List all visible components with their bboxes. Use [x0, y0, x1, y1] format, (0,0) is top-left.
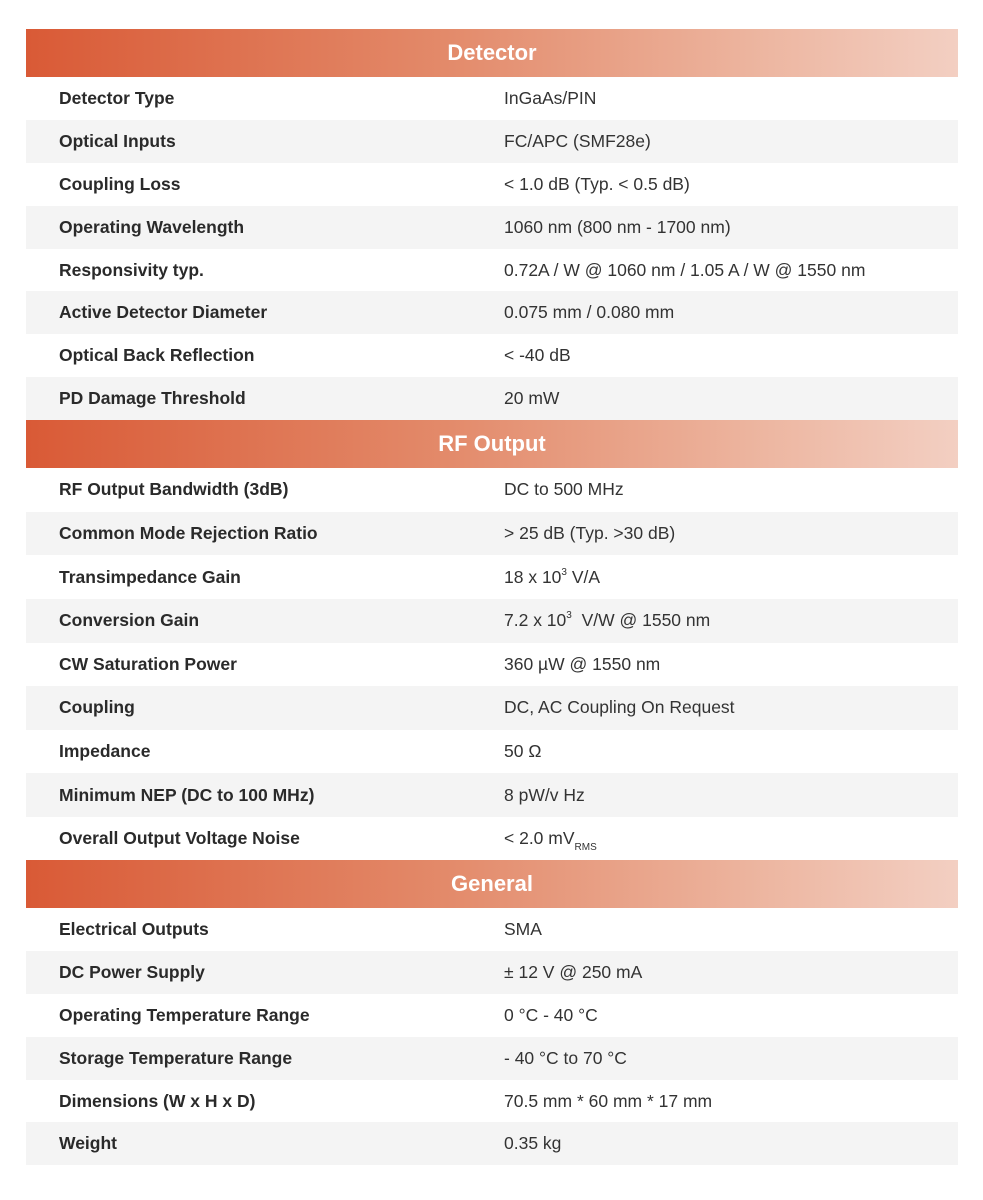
- value-subscript: RMS: [574, 842, 597, 854]
- spec-value: 0 °C - 40 °C: [504, 1004, 598, 1025]
- value-base: 18 x 10: [504, 566, 562, 587]
- spec-value: 0.72A / W @ 1060 nm / 1.05 A / W @ 1550 nm: [504, 259, 866, 280]
- spec-row: [26, 291, 958, 334]
- spec-row: [26, 163, 958, 206]
- spec-value: ± 12 V @ 250 mA: [504, 962, 643, 983]
- spec-label: Optical Back Reflection: [59, 345, 255, 366]
- spec-row: [26, 468, 958, 512]
- spec-value: < -40 dB: [504, 345, 571, 366]
- spec-row: [26, 512, 958, 556]
- section-header-rf-output: RF Output: [26, 420, 958, 468]
- spec-value: 70.5 mm * 60 mm * 17 mm: [504, 1090, 713, 1111]
- spec-label: DC Power Supply: [59, 962, 205, 983]
- spec-label: Optical Inputs: [59, 130, 176, 151]
- spec-label: Detector Type: [59, 87, 175, 108]
- spec-value: 0.075 mm / 0.080 mm: [504, 302, 675, 323]
- spec-row: [26, 377, 958, 420]
- spec-value: - 40 °C to 70 °C: [504, 1047, 627, 1068]
- spec-value: 0.35 kg: [504, 1133, 562, 1154]
- spec-value: 20 mW: [504, 388, 560, 409]
- spec-row: [26, 599, 958, 643]
- spec-label: Responsivity typ.: [59, 259, 204, 280]
- spec-row: [26, 1122, 958, 1165]
- spec-value: > 25 dB (Typ. >30 dB): [504, 523, 676, 544]
- spec-value: 360 µW @ 1550 nm: [504, 653, 661, 674]
- spec-label: Dimensions (W x H x D): [59, 1090, 256, 1111]
- section-detector: [26, 29, 958, 420]
- spec-label: Impedance: [59, 740, 151, 761]
- spec-row: [26, 686, 958, 730]
- spec-value: [471, 828, 958, 854]
- section-header-general: General: [26, 860, 958, 908]
- spec-value: [471, 567, 958, 588]
- spec-row: [26, 1037, 958, 1080]
- spec-row: [26, 206, 958, 249]
- spec-row: [26, 120, 958, 163]
- spec-label: Overall Output Voltage Noise: [59, 828, 300, 849]
- spec-table: [26, 29, 958, 1165]
- spec-label: Conversion Gain: [59, 610, 200, 631]
- value-exponent: 3: [566, 610, 572, 622]
- section-general: [26, 860, 958, 1165]
- spec-row: [26, 555, 958, 599]
- spec-value: FC/APC (SMF28e): [504, 130, 651, 151]
- spec-row: [26, 643, 958, 687]
- section-header-detector: Detector: [26, 29, 958, 77]
- value-base: < 2.0 mV: [504, 828, 575, 849]
- spec-label: Storage Temperature Range: [59, 1047, 293, 1068]
- spec-value: DC to 500 MHz: [504, 479, 624, 500]
- spec-row: [26, 334, 958, 377]
- spec-label: Transimpedance Gain: [59, 566, 241, 587]
- value-unit: V/W @ 1550 nm: [571, 610, 711, 631]
- spec-value: 1060 nm (800 nm - 1700 nm): [504, 216, 731, 237]
- spec-row: [26, 908, 958, 951]
- spec-label: Common Mode Rejection Ratio: [59, 523, 318, 544]
- spec-label: Coupling Loss: [59, 173, 181, 194]
- spec-value: SMA: [504, 919, 542, 940]
- value-exponent: 3: [561, 566, 567, 578]
- spec-label: PD Damage Threshold: [59, 388, 246, 409]
- spec-label: Weight: [59, 1133, 118, 1154]
- value-base: 7.2 x 10: [504, 610, 567, 631]
- spec-label: Coupling: [59, 697, 135, 718]
- spec-value: < 1.0 dB (Typ. < 0.5 dB): [504, 173, 690, 194]
- spec-row: [26, 730, 958, 774]
- section-rf-output: [26, 420, 958, 860]
- spec-value: DC, AC Coupling On Request: [504, 697, 735, 718]
- spec-label: Operating Wavelength: [59, 216, 245, 237]
- spec-row: [26, 951, 958, 994]
- spec-label: Electrical Outputs: [59, 919, 209, 940]
- spec-value: 8 pW/v Hz: [504, 784, 585, 805]
- spec-row: [26, 249, 958, 292]
- spec-label: CW Saturation Power: [59, 653, 237, 674]
- spec-label: Minimum NEP (DC to 100 MHz): [59, 784, 315, 805]
- value-unit: V/A: [566, 566, 601, 587]
- spec-row: [26, 77, 958, 120]
- spec-row: [26, 817, 958, 861]
- spec-row: [26, 1080, 958, 1123]
- spec-label: Active Detector Diameter: [59, 302, 268, 323]
- spec-row: [26, 994, 958, 1037]
- spec-value: [471, 610, 958, 631]
- spec-row: [26, 773, 958, 817]
- spec-value: 50 Ω: [504, 740, 542, 761]
- spec-label: Operating Temperature Range: [59, 1004, 310, 1025]
- spec-value: InGaAs/PIN: [504, 87, 597, 108]
- spec-label: RF Output Bandwidth (3dB): [59, 479, 289, 500]
